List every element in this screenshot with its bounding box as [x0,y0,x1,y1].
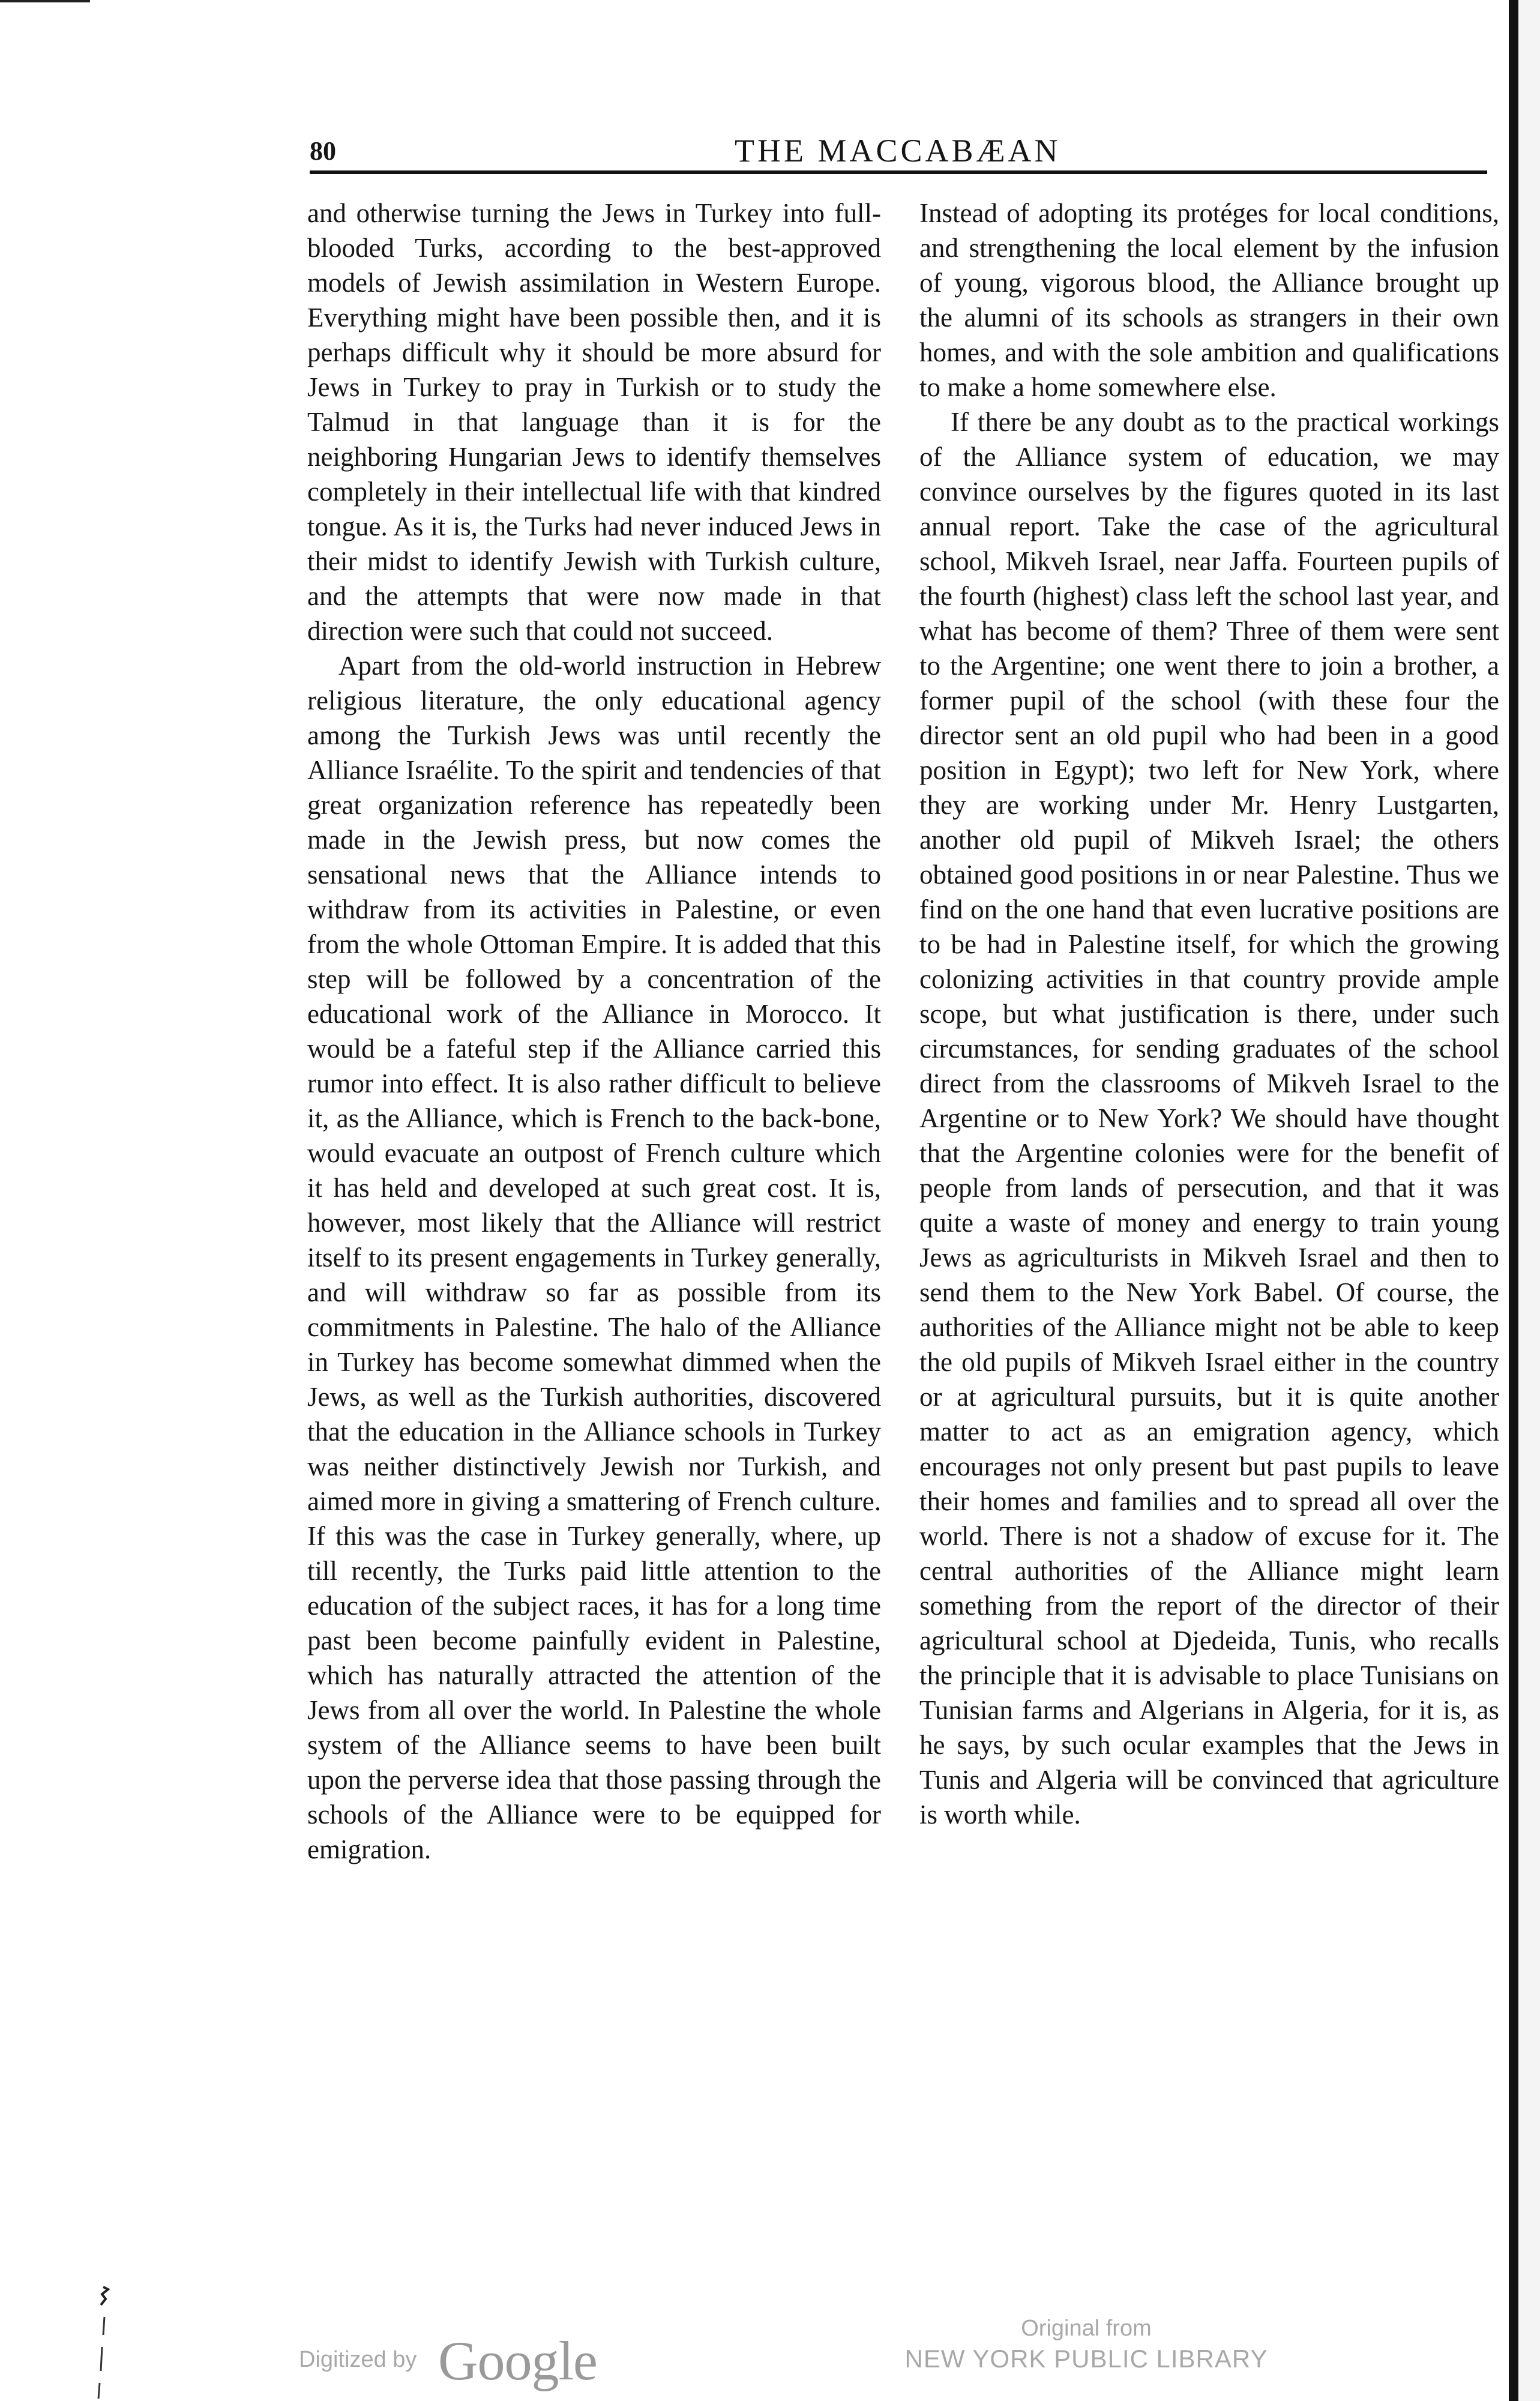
digitized-label: Digitized by [299,2347,417,2372]
paragraph: Instead of adopting its protéges for local conditions, and strengthening the local element by the infusion of young, vigorous blood, the Alliance brought up the alumni of its schools as strangers in their own homes, and with the sole ambition and qualifications to make a home somewhere else. [919,198,1499,402]
right-column [919,196,1499,2237]
binding-edge [1509,0,1518,2401]
corner-rule [0,0,90,2]
header-rule [310,170,1487,174]
paragraph: Apart from the old-world instruction in Hebrew religious literature, the only educational agency among the Turkish Jews was until recently the Alliance Israélite. To the spirit and tendencies of that great organization reference has repeatedly been made in the Jewish press, but now comes the sensational news that the Alliance intends to withdraw from its activities in Palestine, or even from the whole Ottoman Empire. It is added that this step will be followed by a concentration of the educational work of the Alliance in Morocco. It would be a fateful step if the Alliance carried this rumor into effect. It is also rather difficult to believe it, as the Alliance, which is French to the back-bone, would evacuate an outpost of French culture which it has held and developed at such great cost. It is, however, most likely that the Alliance will restrict itself to its present engagements in Turkey generally, and will withdraw so far as possible from its commitments in Palestine. The halo of the Alliance in Turkey has become somewhat dimmed when the Jews, as well as the Turkish authorities, discovered that the education in the Alliance schools in Turkey was neither distinctively Jewish nor Turkish, and aimed more in giving a smattering of French culture. If this was the case in Turkey generally, where, up till recently, the Turks paid little attention to the education of the subject races, it has for a long time past been become painfully evident in Palestine, which has naturally attracted the attention of the Jews from all over the world. In Palestine the whole system of the Alliance seems to have been built upon the perverse idea that those passing through the schools of the Alliance were to be equipped for emigration. [307,651,881,1864]
journal-title: THE MACCABÆAN [735,133,1061,169]
running-header [310,127,1487,169]
paragraph: and otherwise turning the Jews in Turkey into full-blooded Turks, according to the best-approved models of Jewish assimilation in Western Europe. Everything might have been possible then, and it is perhaps difficult why it should be more absurd for Jews in Turkey to pray in Turkish or to study the Talmud in that language than it is for the neighboring Hungarian Jews to identify themselves completely in their intellectual life with that kindred tongue. As it is, the Turks had never induced Jews in their midst to identify Jewish with Turkish culture, and the attempts that were now made in that direction were such that could not succeed. [307,198,881,646]
digitized-by-stamp [299,2329,635,2395]
page-number: 80 [310,136,336,166]
google-wordmark: Google [438,2330,597,2391]
paragraph: If there be any doubt as to the practical workings of the Alliance system of education, we may convince ourselves by the figures quoted in its last annual report. Take the case of the agricultural school, Mikveh Israel, near Jaffa. Fourteen pupils of the fourth (highest) class left the school last year, and what has become of them? Three of them were sent to the Argentine; one went there to join a brother, a former pupil of the school (with these four the director sent an old pupil who had been in a good position in Egypt); two left for New York, where they are working under Mr. Henry Lustgarten, another old pupil of Mikveh Israel; the others obtained good positions in or near Palestine. Thus we find on the one hand that even lucrative positions are to be had in Palestine itself, for which the growing colonizing activities in that country provide ample scope, but what justification is there, under such circumstances, for sending graduates of the school direct from the classrooms of Mikveh Israel to the Argentine or to New York? We should have thought that the Argentine colonies were for the benefit of people from lands of persecution, and that it was quite a waste of money and energy to train young Jews as agriculturists in Mikveh Israel and then to send them to the New York Babel. Of course, the authorities of the Alliance might not be able to keep the old pupils of Mikveh Israel either in the country or at agricultural pursuits, but it is quite another matter to act as an emigration agency, which encourages not only present but past pupils to leave their homes and families and to spread all over the world. There is not a shadow of excuse for it. The central authorities of the Alliance might learn something from the report of the director of their agricultural school at Djedeida, Tunis, who recalls the principle that it is advisable to place Tunisians on Tunisian farms and Algerians in Algeria, for it is, as he says, by such ocular examples that the Jews in Tunis and Algeria will be convinced that agriculture is worth while. [919,407,1499,1830]
left-column [307,196,881,2237]
margin-ink-mark [91,2281,115,2401]
original-label: Original from [1021,2316,1152,2341]
page-margin-edge [1518,0,1540,2401]
library-label: NEW YORK PUBLIC LIBRARY [904,2345,1268,2373]
original-source-stamp [900,2315,1272,2381]
